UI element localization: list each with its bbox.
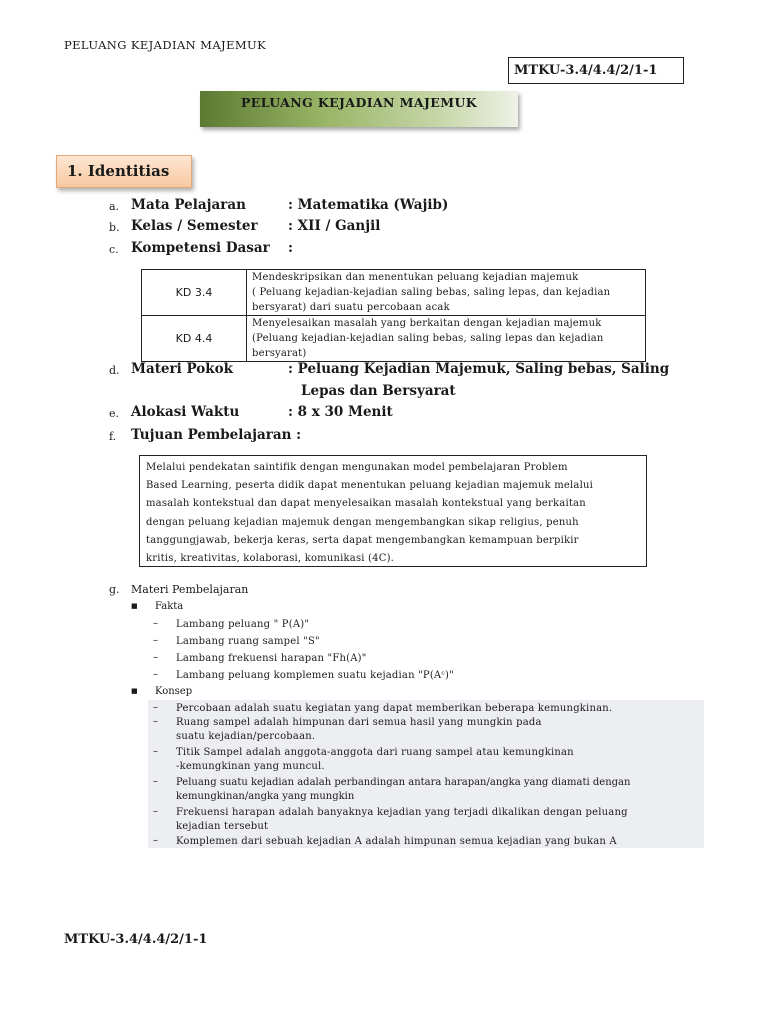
dash-bullet-icon: – — [153, 702, 159, 713]
tujuan-line: dengan peluang kejadian majemuk dengan mengembangkan sikap religius, penuh — [146, 516, 579, 528]
row-letter: f. — [109, 430, 117, 443]
tujuan-pembelajaran-box — [139, 455, 647, 567]
identity-row-kompetensi-dasar — [0, 240, 768, 262]
fakta-item-text: Lambang peluang " P(A)" — [176, 619, 310, 630]
identity-row-alokasi-waktu — [0, 404, 768, 426]
konsep-item-line: Ruang sampel adalah himpunan dari semua hasil yang mungkin pada — [176, 717, 542, 728]
konsep-item-text: Komplemen dari sebuah kejadian A adalah himpunan semua kejadian yang bukan A — [176, 836, 617, 847]
kd-description-line: Menyelesaikan masalah yang berkaitan dengan kejadian majemuk — [252, 318, 602, 329]
identity-row-tujuan-pembelajaran — [0, 427, 768, 449]
document-code-box: MTKU-3.4/4.4/2/1-1 — [508, 57, 684, 84]
kd-code-cell: KD 4.4 — [142, 316, 247, 362]
konsep-item-text: Percobaan adalah suatu kegiatan yang dapat memberikan beberapa kemungkinan. — [176, 703, 613, 714]
kd-description-line: (Peluang kejadian-kejadian saling bebas, saling lepas dan kejadian — [252, 333, 604, 344]
konsep-bullet — [0, 686, 768, 700]
fakta-item-text: Lambang peluang komplemen suatu kejadian "P(Aᶜ)" — [176, 670, 454, 681]
row-label: Materi Pembelajaran — [131, 583, 249, 596]
list-item — [0, 806, 768, 836]
kd-description-line: Mendeskripsikan dan menentukan peluang kejadian majemuk — [252, 272, 579, 283]
row-label: Kompetensi Dasar — [131, 240, 270, 256]
list-item — [0, 702, 768, 716]
identity-row-materi-pokok — [0, 361, 768, 405]
konsep-item-line: kejadian tersebut — [176, 821, 269, 832]
page-header-title: PELUANG KEJADIAN MAJEMUK — [64, 38, 267, 52]
fakta-item-text: Lambang ruang sampel "S" — [176, 636, 320, 647]
konsep-item-text — [176, 746, 696, 774]
fakta-bullet — [0, 601, 768, 615]
row-label: Mata Pelajaran — [131, 197, 246, 213]
konsep-item-line: Peluang suatu kejadian adalah perbandingan antara harapan/angka yang diamati dengan — [176, 777, 631, 788]
kd-description-cell — [247, 270, 646, 316]
row-label: Alokasi Waktu — [131, 404, 240, 420]
tujuan-line: Based Learning, peserta didik dapat menentukan peluang kejadian majemuk melalui — [146, 480, 594, 492]
dash-bullet-icon: – — [153, 652, 159, 663]
list-item — [0, 776, 768, 806]
materi-pembelajaran-heading — [109, 583, 249, 596]
dash-bullet-icon: – — [153, 806, 159, 817]
dash-bullet-icon: – — [153, 835, 159, 846]
kompetensi-dasar-table — [141, 269, 646, 362]
tujuan-line: tanggungjawab, bekerja keras, serta dapat mengembangkan kemampuan berpikir — [146, 534, 579, 546]
row-value-continuation: Lepas dan Bersyarat — [301, 383, 456, 399]
list-item — [0, 652, 768, 666]
dash-bullet-icon: – — [153, 716, 159, 727]
tujuan-line: kritis, kreativitas, kolaborasi, komunikasi (4C). — [146, 553, 395, 565]
kd-description-line: bersyarat) — [252, 348, 307, 359]
konsep-item-line: kemungkinan/angka yang mungkin — [176, 791, 355, 802]
row-label: Materi Pokok — [131, 361, 233, 377]
tujuan-line: masalah kontekstual dan dapat menyelesaikan masalah kontekstual yang berkaitan — [146, 498, 586, 510]
konsep-item-line: suatu kejadian/percobaan. — [176, 731, 316, 742]
row-label: Tujuan Pembelajaran : — [131, 427, 302, 443]
square-bullet-icon: ■ — [131, 687, 138, 695]
konsep-item-line: Titik Sampel adalah anggota-anggota dari ruang sampel atau kemungkinan — [176, 747, 574, 758]
tujuan-line: Melalui pendekatan saintifik dengan mengunakan model pembelajaran Problem — [146, 462, 568, 473]
dash-bullet-icon: – — [153, 618, 159, 629]
list-item — [0, 635, 768, 649]
konsep-label: Konsep — [155, 686, 193, 697]
row-value: : Matematika (Wajib) — [288, 197, 449, 213]
konsep-item-text — [176, 806, 696, 834]
konsep-item-text — [176, 716, 696, 744]
konsep-item-line: Frekuensi harapan adalah banyaknya kejadian yang terjadi dikalikan dengan peluang — [176, 807, 628, 818]
list-item — [0, 669, 768, 683]
row-value: : 8 x 30 Menit — [288, 404, 393, 420]
kd-description-line: ( Peluang kejadian-kejadian saling bebas, saling lepas, dan kejadian — [252, 287, 611, 298]
kd-code-cell: KD 3.4 — [142, 270, 247, 316]
row-letter: b. — [109, 221, 120, 234]
dash-bullet-icon: – — [153, 776, 159, 787]
title-banner: PELUANG KEJADIAN MAJEMUK — [200, 91, 518, 127]
row-letter: a. — [109, 200, 120, 213]
identity-row-mata-pelajaran — [0, 197, 768, 219]
row-letter: d. — [109, 364, 120, 377]
dash-bullet-icon: – — [153, 669, 159, 680]
table-row — [142, 270, 646, 316]
list-item — [0, 746, 768, 776]
row-value: : Peluang Kejadian Majemuk, Saling bebas, Saling — [288, 361, 670, 377]
dash-bullet-icon: – — [153, 746, 159, 757]
identity-row-kelas-semester — [0, 218, 768, 240]
row-value: : — [288, 240, 293, 256]
footer-document-code: MTKU-3.4/4.4/2/1-1 — [64, 932, 208, 947]
list-item — [0, 618, 768, 632]
row-value: : XII / Ganjil — [288, 218, 381, 234]
table-row — [142, 316, 646, 362]
fakta-item-text: Lambang frekuensi harapan "Fh(A)" — [176, 653, 367, 664]
row-letter: c. — [109, 243, 119, 256]
row-letter: e. — [109, 407, 120, 420]
konsep-item-line: -kemungkinan yang muncul. — [176, 761, 325, 772]
dash-bullet-icon: – — [153, 635, 159, 646]
kd-description-cell — [247, 316, 646, 362]
section-title: Identitias — [87, 162, 170, 180]
list-item — [0, 835, 768, 849]
kd-description-line: bersyarat) dari suatu percobaan acak — [252, 302, 450, 313]
row-label: Kelas / Semester — [131, 218, 258, 234]
list-item — [0, 716, 768, 746]
square-bullet-icon: ■ — [131, 602, 138, 610]
fakta-label: Fakta — [155, 601, 184, 612]
section-number: 1. — [67, 162, 83, 180]
konsep-item-text — [176, 776, 696, 804]
section-heading-identitas — [56, 155, 192, 188]
row-letter: g. — [109, 583, 120, 596]
